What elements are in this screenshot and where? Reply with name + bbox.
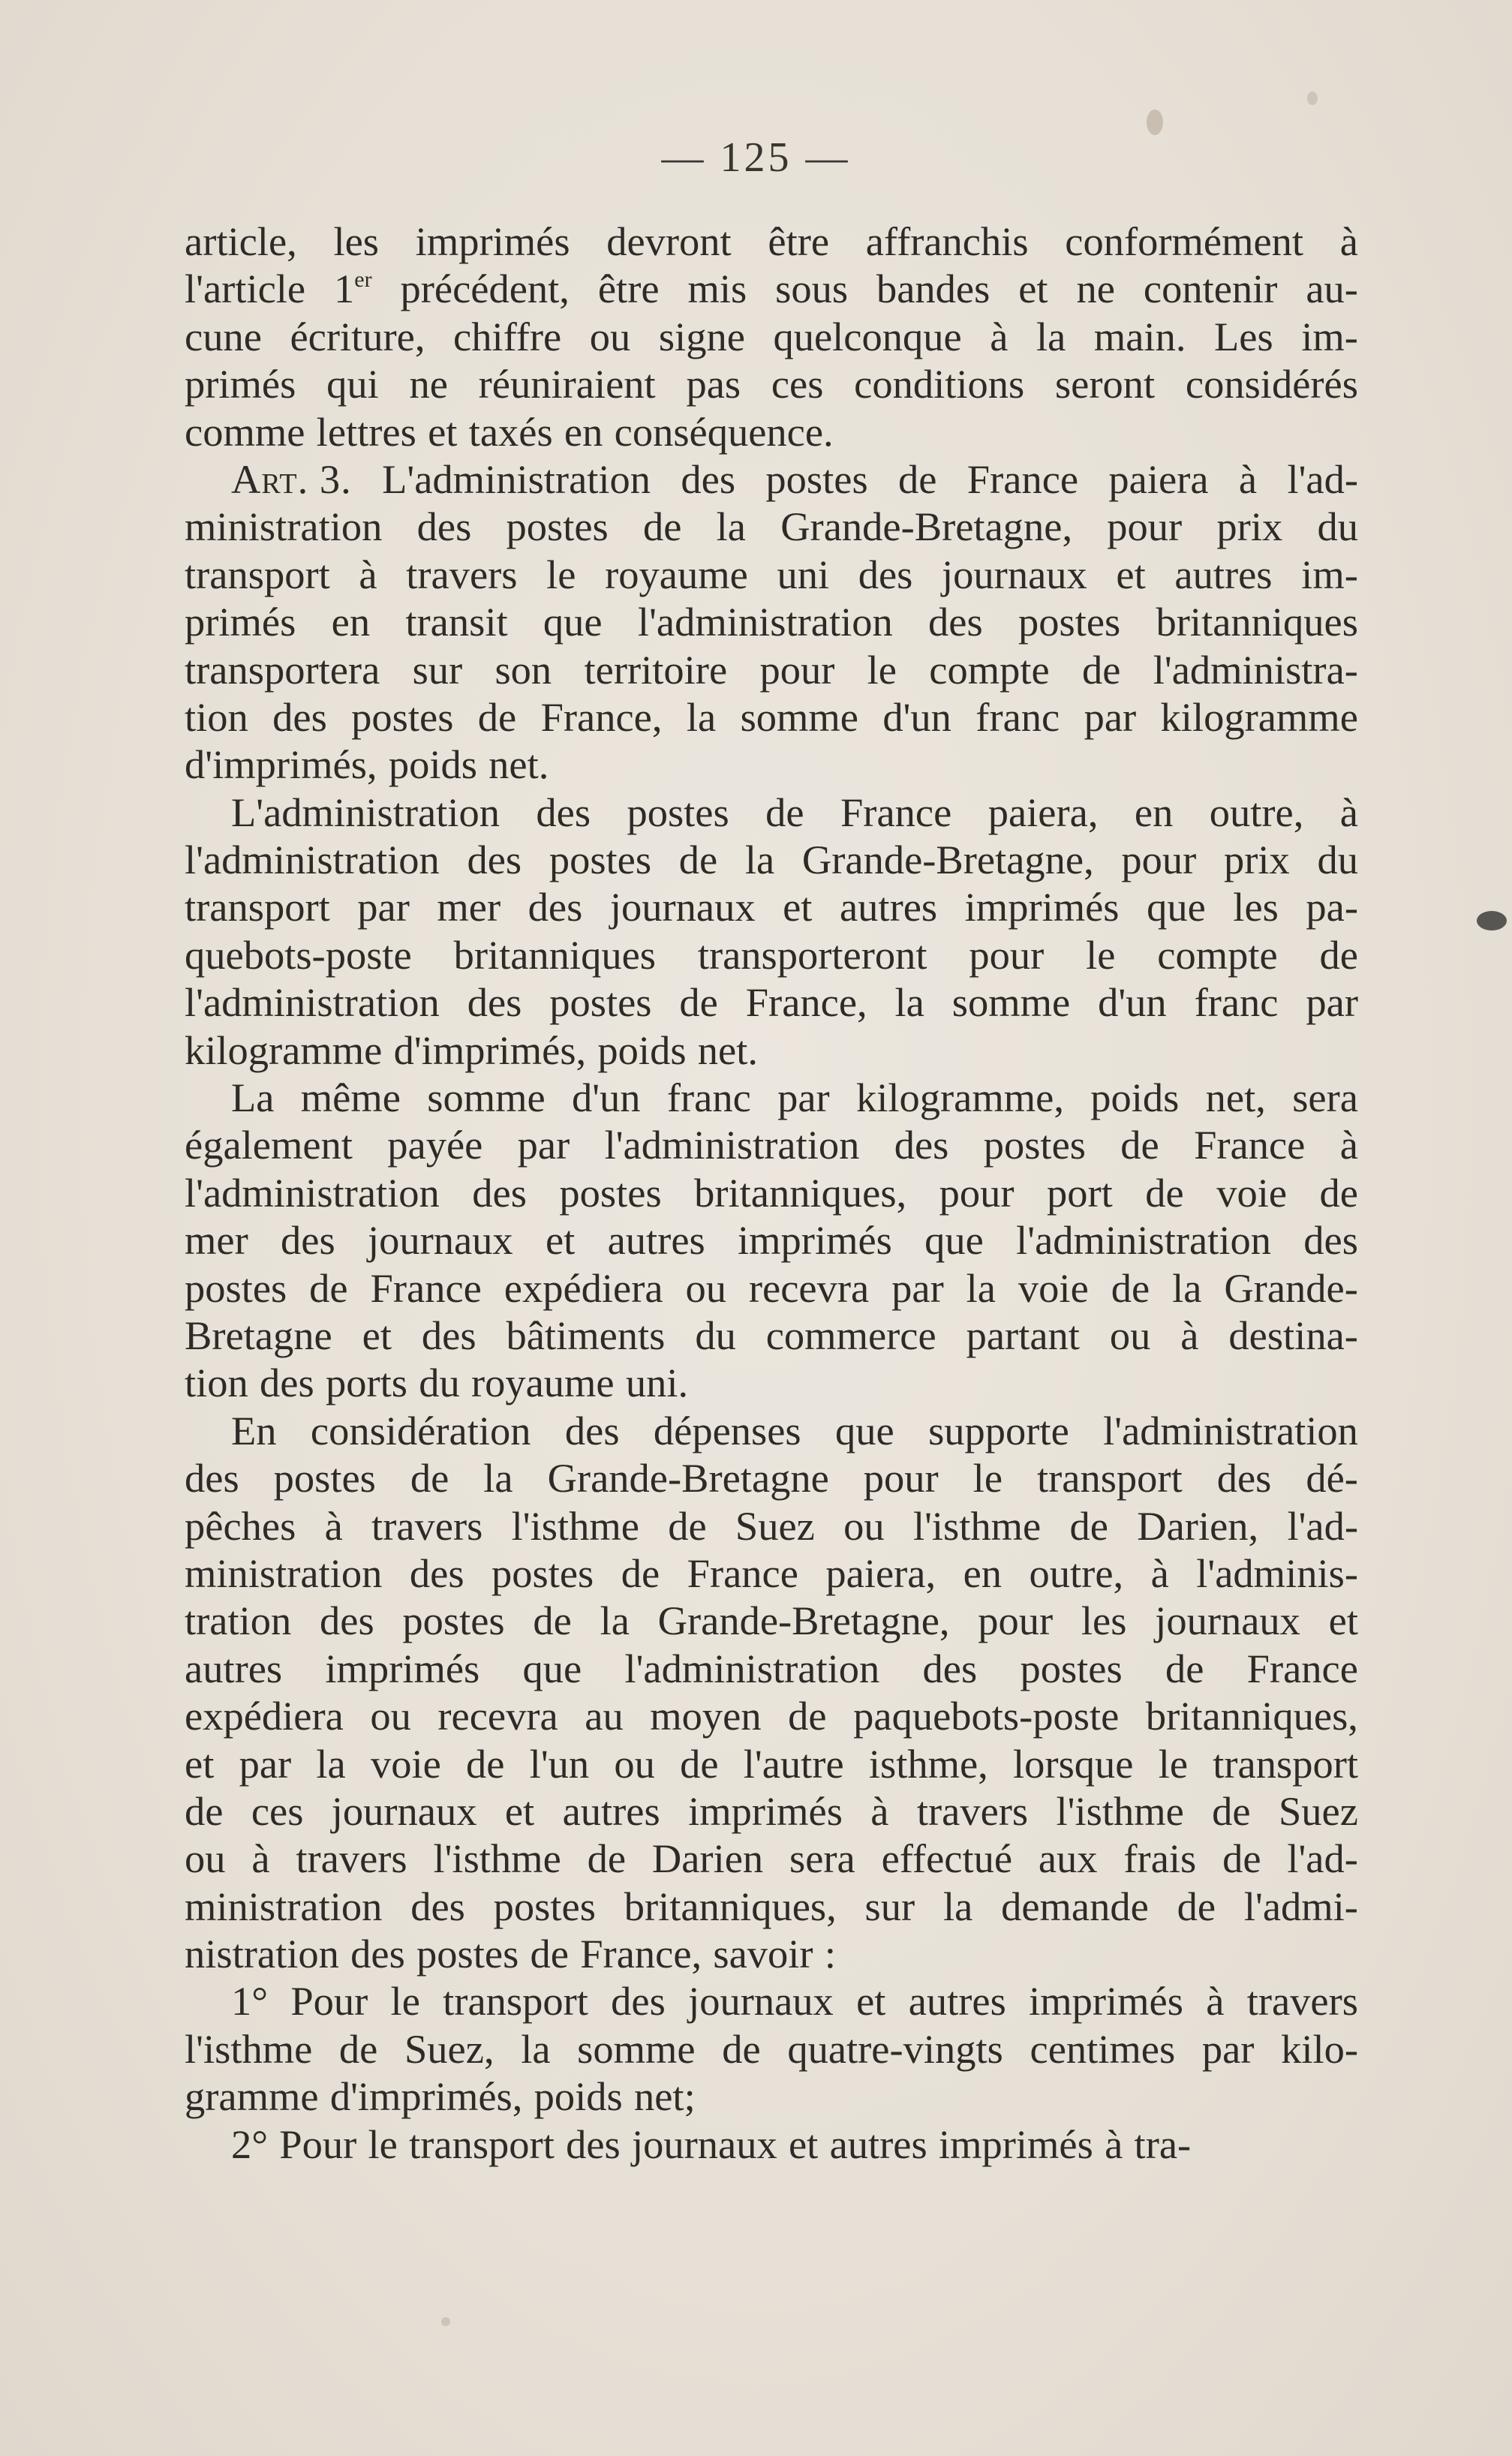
text-line: postes de France expédiera ou recevra par la voie de la Grande-	[185, 1264, 1358, 1311]
text-line: tration des postes de la Grande-Bretagne, pour les journaux et	[185, 1598, 1358, 1644]
text-line: d'imprimés, poids net.	[185, 741, 549, 788]
text-line: tion des ports du royaume uni.	[185, 1360, 689, 1406]
paper-stain	[441, 2317, 450, 2326]
text-line: également payée par l'administration des postes de France à	[185, 1122, 1358, 1168]
text-line: l'administration des postes de France, la somme d'un franc par	[185, 979, 1358, 1026]
text-line: l'article 1er précédent, être mis sous bandes et ne contenir au-	[185, 266, 1358, 312]
page-number: — 125 —	[661, 134, 851, 181]
text-line: Art. 3. L'administration des postes de France paiera à l'ad-	[231, 455, 1358, 502]
text-line: primés en transit que l'administration des postes britanniques	[185, 599, 1358, 645]
text-line: l'administration des postes de la Grande-Bretagne, pour prix du	[185, 837, 1358, 883]
text-line: Bretagne et des bâtiments du commerce partant ou à destina-	[185, 1312, 1358, 1358]
text-line: transport par mer des journaux et autres imprimés que les pa-	[185, 884, 1358, 930]
text-line: article, les imprimés devront être affranchis conformément à	[185, 218, 1358, 264]
text-line: expédiera ou recevra au moyen de paquebots-poste britanniques,	[185, 1693, 1358, 1739]
text-line: ou à travers l'isthme de Darien sera effectué aux frais de l'ad-	[185, 1835, 1358, 1882]
article-label: Art. 3.	[231, 455, 352, 502]
text-line: kilogramme d'imprimés, poids net.	[185, 1027, 758, 1073]
text-line: transportera sur son territoire pour le compte de l'administra-	[185, 646, 1358, 693]
paragraph	[185, 1407, 1358, 1978]
text-line: gramme d'imprimés, poids net;	[185, 2073, 696, 2120]
text-line: autres imprimés que l'administration des postes de France	[185, 1645, 1358, 1691]
paragraph	[185, 789, 1358, 1074]
text-line: nistration des postes de France, savoir :	[185, 1931, 836, 1977]
text-line: tion des postes de France, la somme d'un franc par kilogramme	[185, 693, 1358, 740]
text-line: ministration des postes de la Grande-Bretagne, pour prix du	[185, 504, 1358, 550]
text-line: ministration des postes britanniques, sur la demande de l'admi-	[185, 1883, 1358, 1929]
text-line: des postes de la Grande-Bretagne pour le transport des dé-	[185, 1455, 1358, 1502]
text-line: l'isthme de Suez, la somme de quatre-vingts centimes par kilo-	[185, 2025, 1358, 2072]
text-line: comme lettres et taxés en conséquence.	[185, 408, 834, 455]
text-line: 2° Pour le transport des journaux et autres imprimés à tra-	[231, 2121, 1192, 2167]
paragraph	[185, 1074, 1358, 1407]
paper-stain	[1477, 911, 1507, 930]
paragraph	[185, 218, 1358, 455]
text-line: 1° Pour le transport des journaux et autres imprimés à travers	[231, 1978, 1358, 2025]
text-line: ministration des postes de France paiera, en outre, à l'adminis-	[185, 1550, 1358, 1596]
text-line: l'administration des postes britanniques, pour port de voie de	[185, 1169, 1358, 1216]
text-line: transport à travers le royaume uni des journaux et autres im-	[185, 551, 1358, 597]
text-line: de ces journaux et autres imprimés à travers l'isthme de Suez	[185, 1787, 1358, 1834]
text-line: mer des journaux et autres imprimés que l'administration des	[185, 1217, 1358, 1264]
paper-stain	[1307, 92, 1318, 105]
paragraph	[185, 2121, 1358, 2168]
paragraph	[185, 455, 1358, 789]
text-line: L'administration des postes de France paiera, en outre, à	[231, 789, 1358, 835]
text-line: quebots-poste britanniques transporteront pour le compte de	[185, 931, 1358, 978]
text-line: primés qui ne réuniraient pas ces conditions seront considérés	[185, 361, 1358, 407]
text-line: cune écriture, chiffre ou signe quelconque à la main. Les im-	[185, 313, 1358, 359]
paragraph	[185, 1977, 1358, 2120]
paper-stain	[1147, 110, 1163, 135]
text-line: La même somme d'un franc par kilogramme, poids net, sera	[231, 1075, 1358, 1121]
text-line: En considération des dépenses que supporte l'administration	[231, 1407, 1358, 1453]
text-line: et par la voie de l'un ou de l'autre isthme, lorsque le transport	[185, 1740, 1358, 1787]
text-line: pêches à travers l'isthme de Suez ou l'isthme de Darien, l'ad-	[185, 1502, 1358, 1549]
body-text	[185, 218, 1358, 2168]
